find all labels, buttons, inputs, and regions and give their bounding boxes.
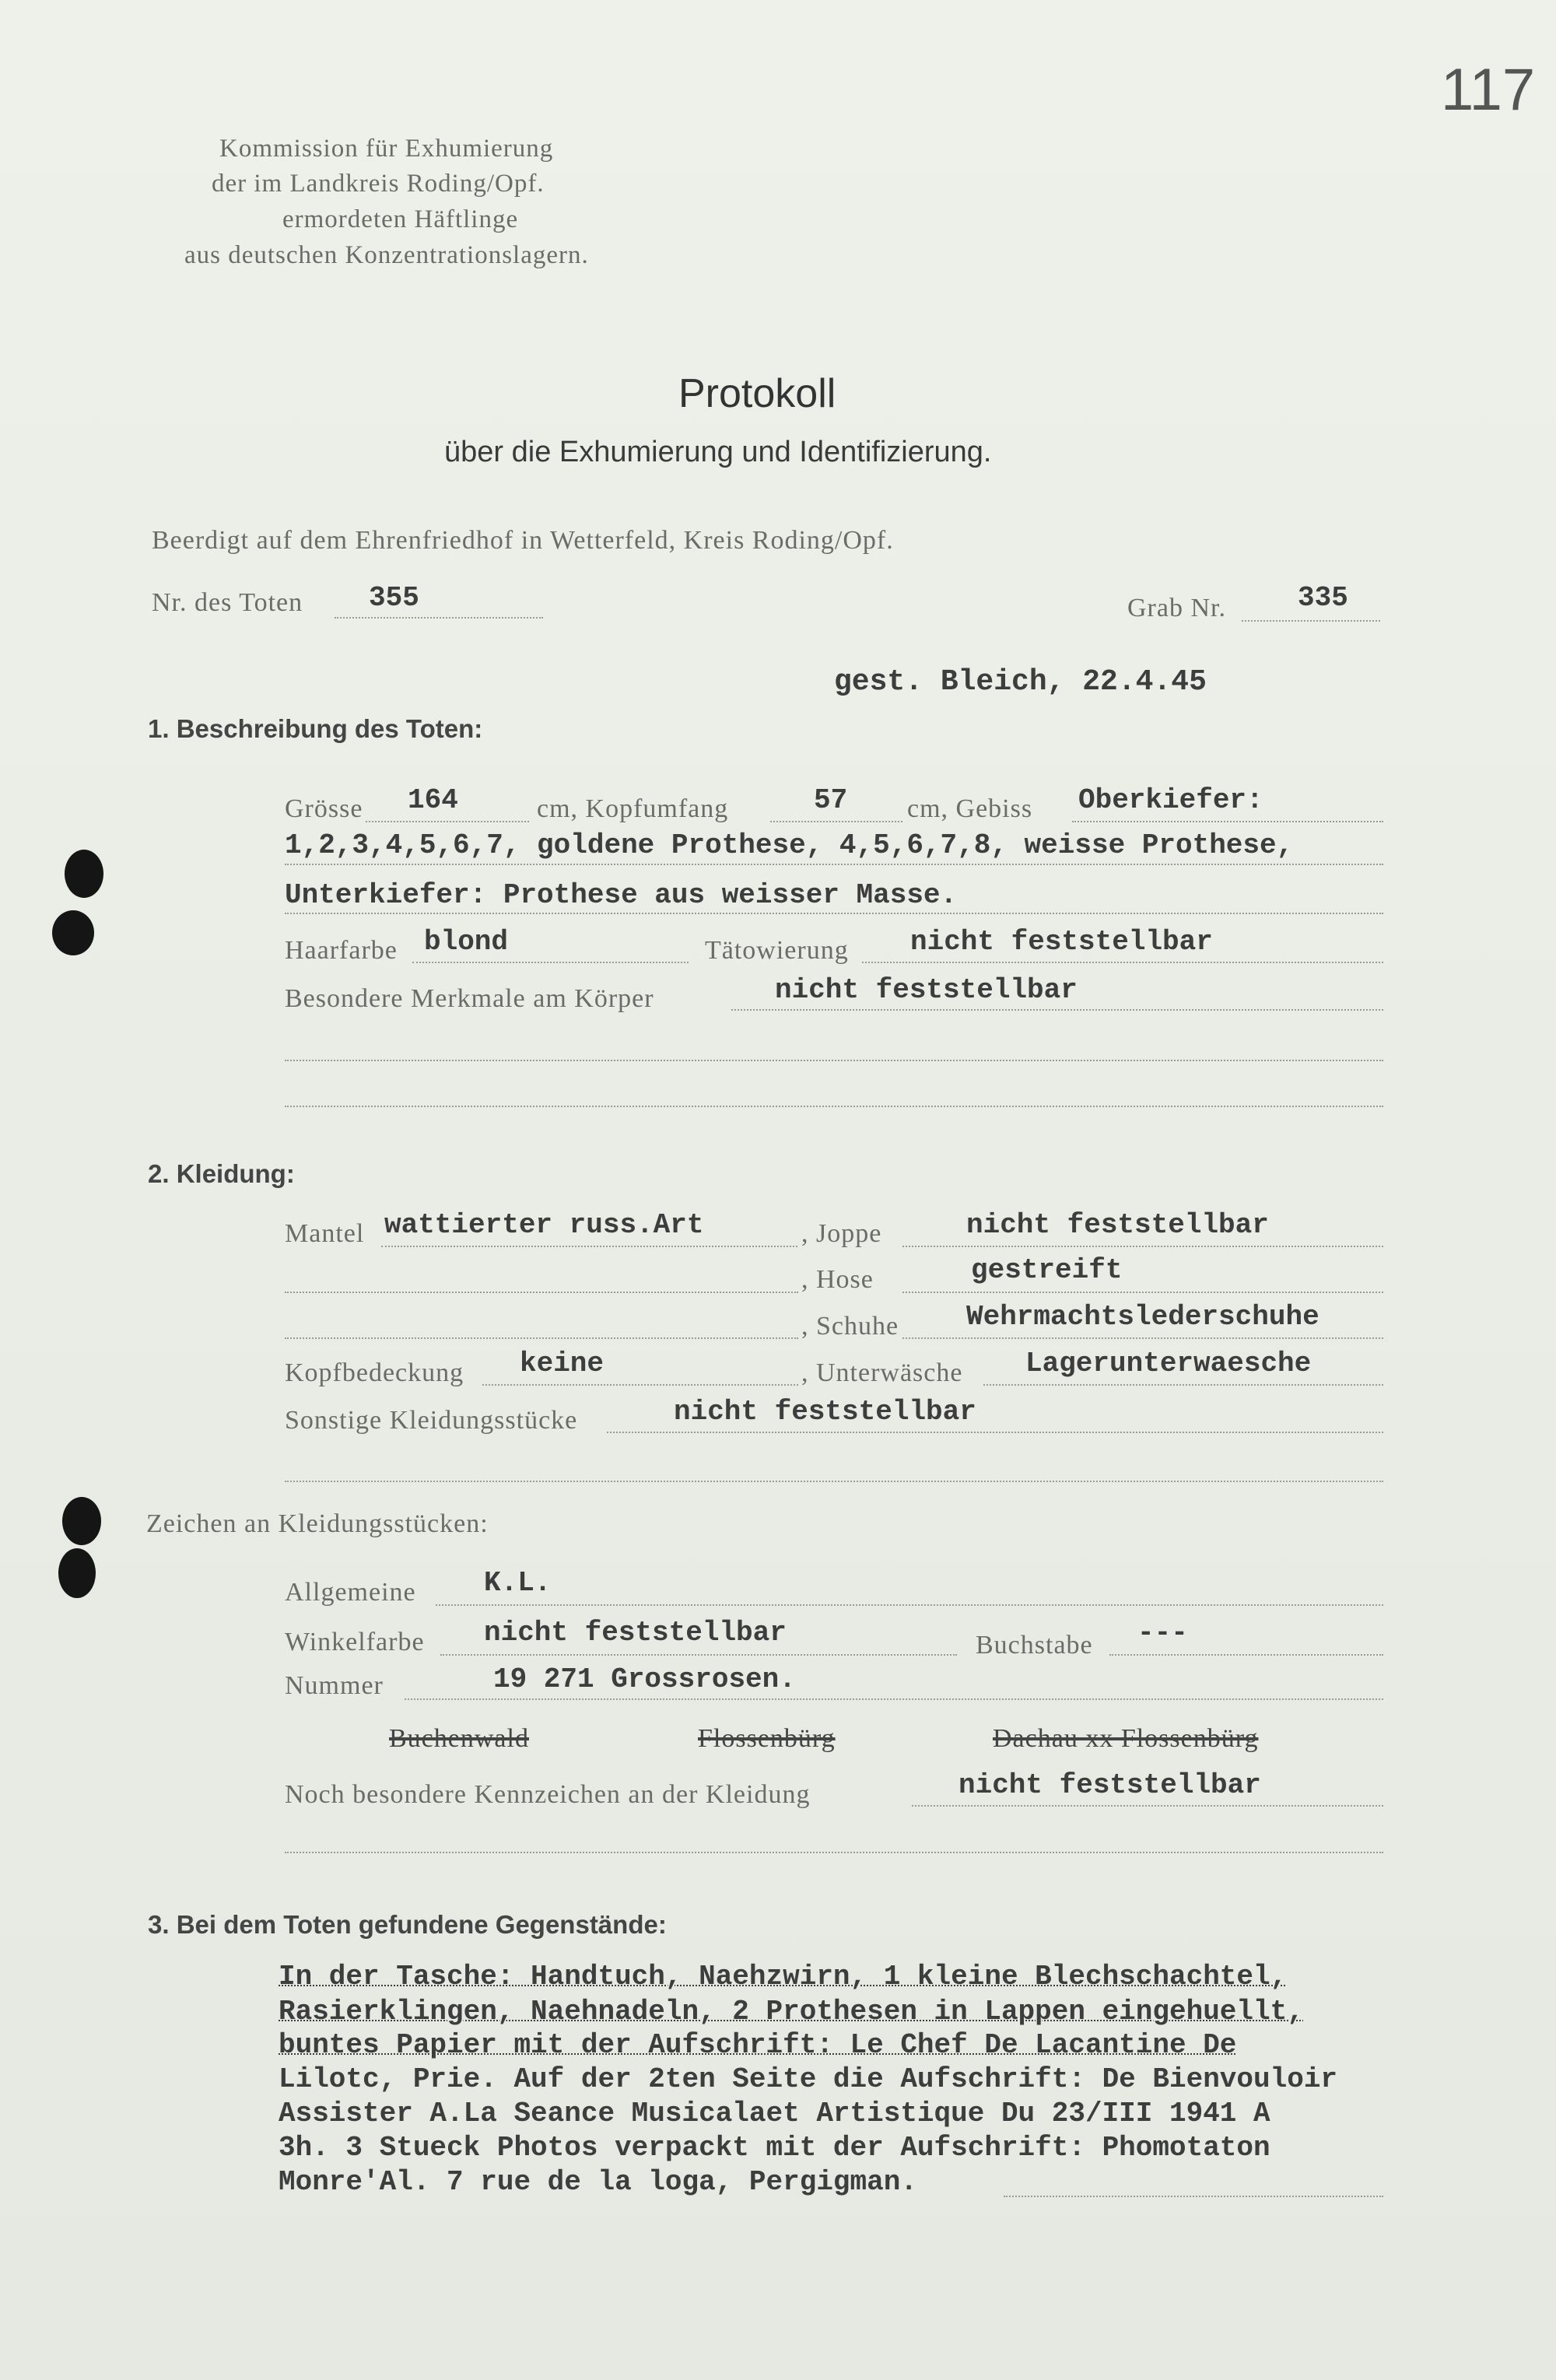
punch-hole-1 — [65, 850, 103, 898]
struck-buchenwald: Buchenwald — [389, 1724, 529, 1753]
noch-label: Noch besondere Kennzeichen an der Kleidung — [285, 1780, 811, 1809]
kopfbedeckung-value: keine — [520, 1348, 605, 1379]
section-2-heading: 2. Kleidung: — [148, 1159, 295, 1188]
sonstige-label: Sonstige Kleidungsstücke — [285, 1406, 578, 1435]
hose-value: gestreift — [971, 1254, 1123, 1286]
kopfumfang-value: 57 — [814, 784, 848, 816]
header-line-4: aus deutschen Konzentrationslagern. — [184, 241, 589, 269]
merkmale-value: nicht feststellbar — [775, 974, 1078, 1006]
burial-place: Beerdigt auf dem Ehrenfriedhof in Wetterfeld, Kreis Roding/Opf. — [152, 526, 894, 555]
hose-label: , Hose — [801, 1265, 874, 1294]
nr-toten-label: Nr. des Toten — [152, 588, 303, 617]
buchstabe-value: --- — [1137, 1617, 1188, 1649]
gebiss-line-3: Unterkiefer: Prothese aus weisser Masse. — [285, 879, 958, 911]
found-items-line-4: Lilotc, Prie. Auf der 2ten Seite die Aufschrift: De Bienvouloir — [279, 2063, 1338, 2095]
section-3-heading: 3. Bei dem Toten gefundene Gegenstände: — [148, 1910, 667, 1939]
page-title: Protokoll — [678, 371, 836, 416]
page-number: 117 — [1441, 57, 1536, 123]
grab-label: Grab Nr. — [1127, 594, 1226, 622]
mantel-value: wattierter russ.Art — [384, 1209, 704, 1241]
cm-gebiss-label: cm, Gebiss — [907, 794, 1033, 823]
groesse-value: 164 — [408, 784, 458, 816]
buchstabe-label: Buchstabe — [976, 1631, 1093, 1660]
found-items-line-6: 3h. 3 Stueck Photos verpackt mit der Aufschrift: Phomotaton — [279, 2132, 1270, 2164]
nummer-label: Nummer — [285, 1671, 384, 1700]
schuhe-value: Wehrmachtslederschuhe — [966, 1301, 1319, 1333]
allgemeine-value: K.L. — [484, 1567, 552, 1599]
gebiss-line-2: 1,2,3,4,5,6,7, goldene Prothese, 4,5,6,7,8, weisse Prothese, — [285, 829, 1294, 861]
noch-value: nicht feststellbar — [958, 1769, 1261, 1801]
nummer-value: 19 271 Grossrosen. — [493, 1663, 796, 1695]
header-line-2: der im Landkreis Roding/Opf. — [212, 170, 545, 198]
sonstige-value: nicht feststellbar — [674, 1396, 976, 1428]
gebiss-line-1: Oberkiefer: — [1078, 784, 1263, 816]
kopfbedeckung-label: Kopfbedeckung — [285, 1358, 464, 1387]
struck-dachau: Dachau xx Flossenbürg — [993, 1724, 1259, 1753]
found-items-line-2: Rasierklingen, Naehnadeln, 2 Prothesen in Lappen eingehuellt, — [279, 1996, 1304, 2028]
winkelfarbe-label: Winkelfarbe — [285, 1628, 425, 1656]
allgemeine-label: Allgemeine — [285, 1578, 416, 1607]
joppe-value: nicht feststellbar — [966, 1209, 1269, 1241]
grab-value: 335 — [1298, 582, 1348, 614]
punch-hole-3 — [62, 1497, 101, 1545]
section-1-heading: 1. Beschreibung des Toten: — [148, 714, 483, 743]
joppe-label: , Joppe — [801, 1219, 882, 1248]
header-line-1: Kommission für Exhumierung — [219, 135, 554, 163]
taetowierung-value: nicht feststellbar — [910, 926, 1213, 958]
found-items-line-3: buntes Papier mit der Aufschrift: Le Chef De Lacantine De — [279, 2029, 1237, 2061]
schuhe-label: , Schuhe — [801, 1312, 899, 1341]
page-subtitle: über die Exhumierung und Identifizierung. — [444, 436, 992, 468]
cm-kopfumfang-label: cm, Kopfumfang — [537, 794, 729, 823]
punch-hole-2 — [52, 910, 94, 955]
found-items-line-1: In der Tasche: Handtuch, Naehzwirn, 1 kleine Blechschachtel, — [279, 1961, 1288, 1993]
haarfarbe-label: Haarfarbe — [285, 936, 398, 965]
found-items-line-5: Assister A.La Seance Musicalaet Artistique Du 23/III 1941 A — [279, 2098, 1270, 2129]
struck-flossenbuerg: Flossenbürg — [698, 1724, 836, 1753]
header-line-3: ermordeten Häftlinge — [282, 205, 519, 233]
merkmale-label: Besondere Merkmale am Körper — [285, 984, 654, 1013]
zeichen-heading: Zeichen an Kleidungsstücken: — [146, 1509, 489, 1538]
death-note: gest. Bleich, 22.4.45 — [834, 665, 1207, 699]
unterwaesche-value: Lagerunterwaesche — [1025, 1348, 1312, 1379]
unterwaesche-label: , Unterwäsche — [801, 1358, 963, 1387]
haarfarbe-value: blond — [424, 926, 509, 958]
winkelfarbe-value: nicht feststellbar — [484, 1617, 787, 1649]
mantel-label: Mantel — [285, 1219, 365, 1248]
nr-toten-value: 355 — [369, 582, 419, 614]
found-items-line-7: Monre'Al. 7 rue de la loga, Pergigman. — [279, 2166, 917, 2198]
groesse-label: Grösse — [285, 794, 363, 823]
taetowierung-label: Tätowierung — [705, 936, 849, 965]
punch-hole-4 — [58, 1548, 96, 1598]
